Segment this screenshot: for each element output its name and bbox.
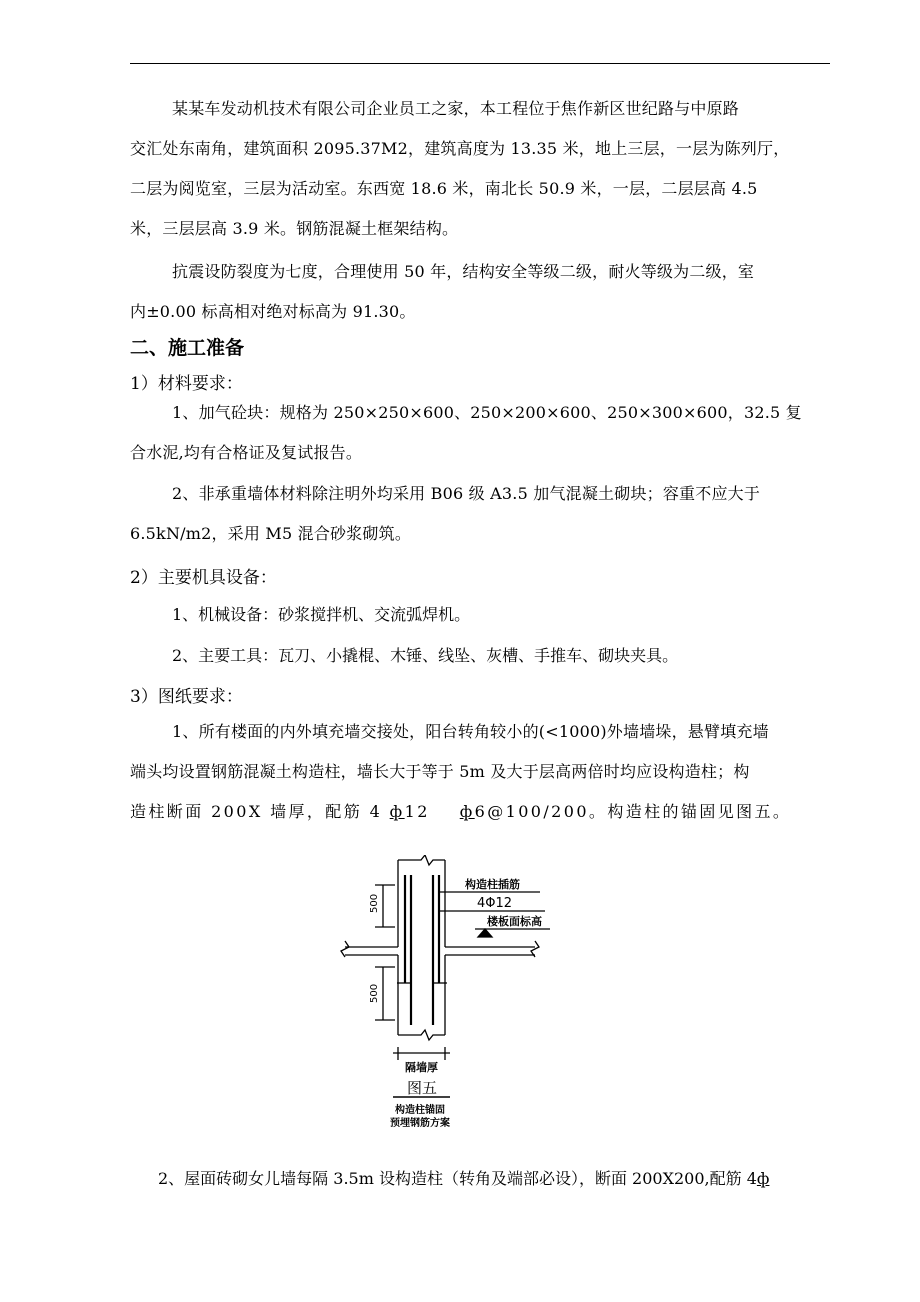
figure-caption-line-1: 构造柱锚固 (395, 1105, 445, 1116)
materials-item-1-line-1: 1、加气砼块：规格为 250×250×600、250×200×600、250×300×600，32.5 复 (172, 403, 802, 422)
drawings-item-2 (158, 1166, 769, 1189)
figure-wall-label: 隔墙厚 (405, 1061, 438, 1074)
figure-rebar-label: 4Φ12 (477, 896, 513, 911)
drawings-item-1-line-1: 1、所有楼面的内外填充墙交接处，阳台转角较小的(<1000)外墙墙垛，悬臂填充墙 (172, 722, 769, 741)
drawings-item-1-line-3 (130, 792, 830, 832)
figure-dim-lower: 500 (369, 983, 380, 1003)
item2-text: 2、屋面砖砌女儿墙每隔 3.5m 设构造柱（转角及端部必设），断面 200X200,配筋 4 (158, 1169, 757, 1188)
phi-symbol-2: ф (459, 802, 475, 821)
drawings-heading: 3）图纸要求： (130, 687, 243, 707)
figure-floor-label: 楼板面标高 (487, 915, 542, 928)
materials-item-2 (130, 474, 830, 554)
section-title: 二、施工准备 (130, 337, 245, 359)
intro-paragraph (130, 89, 830, 249)
intro-line-2: 交汇处东南角，建筑面积 2095.37M2，建筑高度为 13.35 米，地上三层，一层为陈列厅， (130, 139, 790, 158)
intro-line-1: 某某车发动机技术有限公司企业员工之家，本工程位于焦作新区世纪路与中原路 (172, 99, 740, 118)
figure-label-top: 构造柱插筋 (465, 878, 520, 891)
materials-item-2-line-1: 2、非承重墙体材料除注明外均采用 B06 级 A3.5 加气混凝土砌块；容重不应大于 (172, 484, 761, 503)
header-rule (130, 63, 830, 64)
phi-symbol-1: ф (389, 802, 405, 821)
materials-item-1-line-2: 合水泥,均有合格证及复试报告。 (130, 443, 363, 462)
equipment-item-1: 1、机械设备：砂浆搅拌机、交流弧焊机。 (172, 605, 471, 624)
intro-line-4: 米，三层层高 3.9 米。钢筋混凝土框架结构。 (130, 219, 459, 238)
seismic-line-1: 抗震设防裂度为七度，合理使用 50 年，结构安全等级二级，耐火等级为二级，室 (172, 262, 755, 281)
seismic-line-2: 内±0.00 标高相对绝对标高为 91.30。 (130, 302, 416, 321)
equipment-item-2: 2、主要工具：瓦刀、小撬棍、木锤、线坠、灰槽、手推车、砌块夹具。 (172, 646, 679, 665)
materials-heading: 1）材料要求： (130, 374, 243, 394)
figure-number: 图五 (407, 1079, 438, 1097)
seismic-paragraph (130, 252, 830, 332)
line3-text-a: 造柱断面 200X 墙厚，配筋 4 (130, 802, 383, 821)
figure-caption-line-2: 预埋钢筋方案 (390, 1118, 450, 1129)
figure-dim-upper: 500 (369, 893, 380, 913)
figure-5-diagram (335, 855, 575, 1135)
drawings-item-1-line-2: 端头均设置钢筋混凝土构造柱，墙长大于等于 5m 及大于层高两倍时均应设构造柱；构 (130, 762, 750, 781)
materials-item-1 (130, 393, 830, 473)
drawings-item-1 (130, 712, 830, 832)
equipment-heading: 2）主要机具设备： (130, 568, 277, 588)
line3-text-c: 6@100/200。构造柱的锚固见图五。 (474, 802, 792, 821)
materials-item-2-line-2: 6.5kN/m2，采用 M5 混合砂浆砌筑。 (130, 524, 412, 543)
phi-symbol-3: ф (756, 1169, 770, 1188)
intro-line-3: 二层为阅览室，三层为活动室。东西宽 18.6 米，南北长 50.9 米，一层，二层层高 4.5 (130, 179, 758, 198)
line3-text-b: 12 (404, 802, 430, 821)
